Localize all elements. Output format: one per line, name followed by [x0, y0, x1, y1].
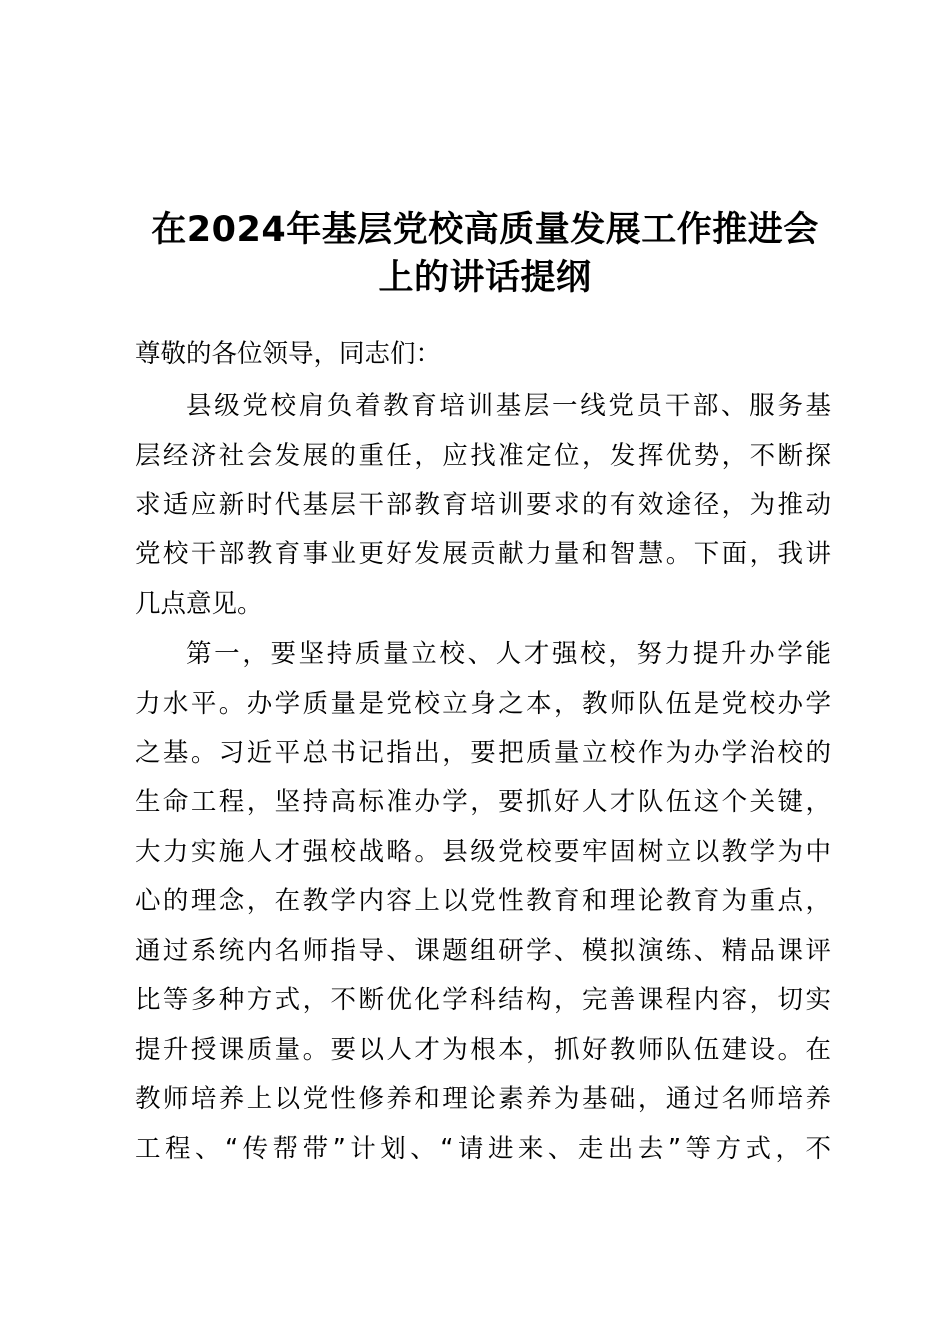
- paragraph-1-line-5: 几点意见。: [135, 589, 263, 619]
- document-title-line-2: 上的讲话提纲: [378, 258, 592, 298]
- paragraph-2-line-6: 心的理念，在教学内容上以党性教育和理论教育为重点，: [135, 886, 831, 916]
- paragraph-1-line-4: 党校干部教育事业更好发展贡献力量和智慧。下面，我讲: [135, 539, 831, 569]
- paragraph-1-line-1: 县级党校肩负着教育培训基层一线党员干部、服务基: [186, 391, 831, 421]
- paragraph-1-line-3: 求适应新时代基层干部教育培训要求的有效途径，为推动: [135, 490, 831, 520]
- paragraph-2-line-5: 大力实施人才强校战略。县级党校要牢固树立以教学为中: [135, 837, 831, 867]
- document-title-line-1: 在2024年基层党校高质量发展工作推进会: [151, 210, 819, 250]
- paragraph-1-line-2: 层经济社会发展的重任，应找准定位，发挥优势，不断探: [135, 441, 831, 471]
- paragraph-2-line-1: 第一，要坚持质量立校、人才强校，努力提升办学能: [186, 639, 831, 669]
- paragraph-2-line-10: 教师培养上以党性修养和理论素养为基础，通过名师培养: [135, 1084, 831, 1114]
- paragraph-2-line-9: 提升授课质量。要以人才为根本，抓好教师队伍建设。在: [135, 1035, 831, 1065]
- paragraph-2-line-8: 比等多种方式，不断优化学科结构，完善课程内容，切实: [135, 985, 831, 1015]
- paragraph-2-line-4: 生命工程，坚持高标准办学，要抓好人才队伍这个关键，: [135, 787, 831, 817]
- paragraph-2-line-3: 之基。习近平总书记指出，要把质量立校作为办学治校的: [135, 738, 831, 768]
- paragraph-2-line-11: 工程、“传帮带”计划、“请进来、走出去”等方式，不: [135, 1134, 831, 1164]
- paragraph-2-line-2: 力水平。办学质量是党校立身之本，教师队伍是党校办学: [135, 689, 831, 719]
- salutation: 尊敬的各位领导，同志们：: [135, 339, 442, 369]
- paragraph-2-line-7: 通过系统内名师指导、课题组研学、模拟演练、精品课评: [135, 936, 831, 966]
